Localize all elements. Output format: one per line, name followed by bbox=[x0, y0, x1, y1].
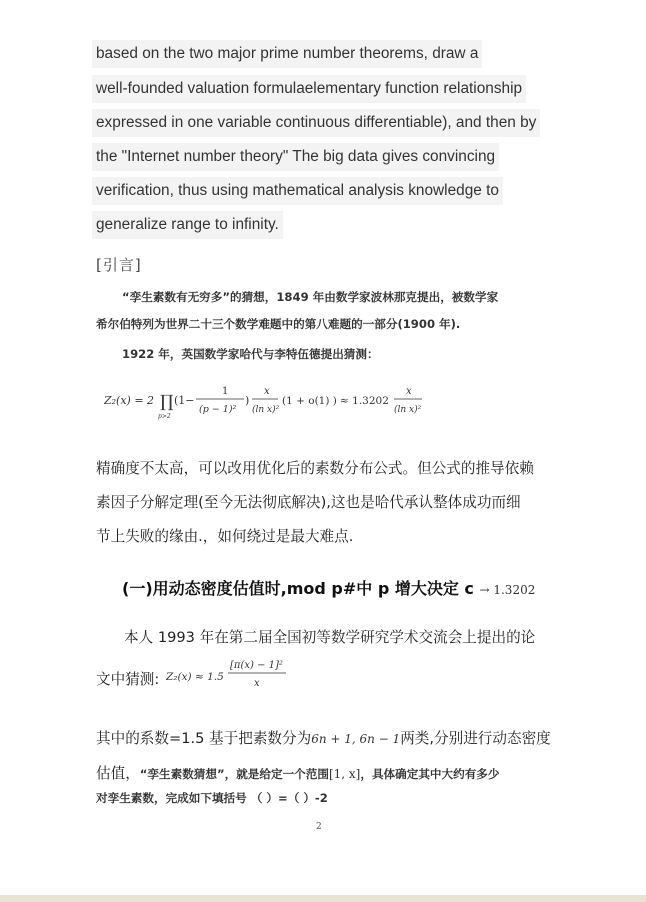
guess-prefix: 文中猜测: bbox=[96, 671, 160, 688]
hardy-littlewood-formula bbox=[104, 380, 434, 420]
formula2-lhs: Z₂(x) ≈ 1.5 bbox=[166, 671, 224, 683]
formula2-den: x bbox=[254, 678, 260, 689]
svg-text:): ) bbox=[245, 394, 250, 407]
english-line-1: based on the two major prime number theorems, draw a bbox=[92, 40, 482, 68]
estimate-para bbox=[96, 762, 558, 783]
section-heading bbox=[122, 576, 535, 599]
english-line-2: well-founded valuation formulaelementary function relationship bbox=[92, 75, 526, 103]
estimate-bold: “孪生素数猜想”，就是给定一个范围 bbox=[139, 767, 329, 781]
formula1-x2-num: x bbox=[406, 386, 412, 397]
english-line-3: expressed in one variable continuous differentiable), and then by bbox=[92, 109, 540, 137]
estimate-range: [1, x] bbox=[328, 767, 361, 781]
coeff-para bbox=[96, 727, 558, 748]
bottom-edge-bar bbox=[0, 895, 646, 902]
coeff-prefix: 其中的系数=1.5 基于把素数分为 bbox=[96, 730, 312, 747]
formula1-x-num: x bbox=[264, 386, 270, 397]
coeff-math: 6n + 1, 6n − 1 bbox=[311, 732, 401, 746]
product-symbol-icon: ∏ bbox=[160, 392, 174, 412]
precision-line-2: 素因子分解定理(至今无法彻底解决),这也是哈代承认整体成功而细 bbox=[96, 494, 521, 511]
intro-para1-line1: “孪生素数有无穷多”的猜想，1849 年由数学家波林那克提出，被数学家 bbox=[122, 290, 499, 304]
section-heading-text: (一)用动态密度估值时,mod p#中 p 增大决定 c bbox=[122, 579, 474, 598]
coeff-suffix: 两类,分别进行动态密度 bbox=[400, 730, 551, 747]
intro-heading: [引言] bbox=[96, 256, 142, 274]
formula1-term1-den: (p − 1)² bbox=[199, 404, 237, 415]
precision-line-1: 精确度不太高，可以改用优化后的素数分布公式。但公式的推导依赖 bbox=[96, 460, 534, 477]
intro-para1-line2: 希尔伯特列为世界二十三个数学难题中的第八难题的一部分(1900 年). bbox=[96, 317, 461, 331]
english-line-4: the "Internet number theory" The big data gives convincing bbox=[92, 143, 499, 171]
estimate-bold2: ，具体确定其中大约有多少 bbox=[360, 767, 500, 781]
precision-line-3: 节上失败的缘由.，如何绕过是最大难点. bbox=[96, 528, 354, 545]
formula1-product-sub: p>2 bbox=[158, 413, 171, 420]
intro-para2: 1922 年，英国数学家哈代与李特伍德提出猜测： bbox=[122, 347, 379, 361]
page-number: 2 bbox=[316, 822, 322, 832]
formula1-term1-num: 1 bbox=[222, 386, 229, 397]
section-heading-math: → 1.3202 bbox=[479, 583, 536, 597]
author-para: 本人 1993 年在第二届全国初等数学研究学术交流会上提出的论 bbox=[124, 629, 536, 646]
formula2-num: [π(x) − 1]² bbox=[230, 660, 283, 671]
formula1-approx-const: ≈ 1.3202 bbox=[340, 395, 389, 407]
formula1-lhs: Z₂(x) = 2 bbox=[104, 394, 155, 407]
formula1-x-den: (ln x)² bbox=[252, 405, 280, 415]
formula1-small-o: (1 + o(1) ) bbox=[282, 395, 337, 407]
english-line-6: generalize range to infinity. bbox=[92, 211, 283, 239]
formula1-x2-den: (ln x)² bbox=[394, 405, 422, 415]
guess-formula bbox=[166, 656, 296, 696]
estimate-prefix: 估值， bbox=[96, 765, 140, 782]
english-line-5: verification, thus using mathematical analysis knowledge to bbox=[92, 177, 503, 205]
last-line: 对孪生素数，完成如下填括号 （ ）=（ ）-2 bbox=[96, 791, 328, 805]
svg-text:(1−: (1− bbox=[174, 394, 195, 407]
